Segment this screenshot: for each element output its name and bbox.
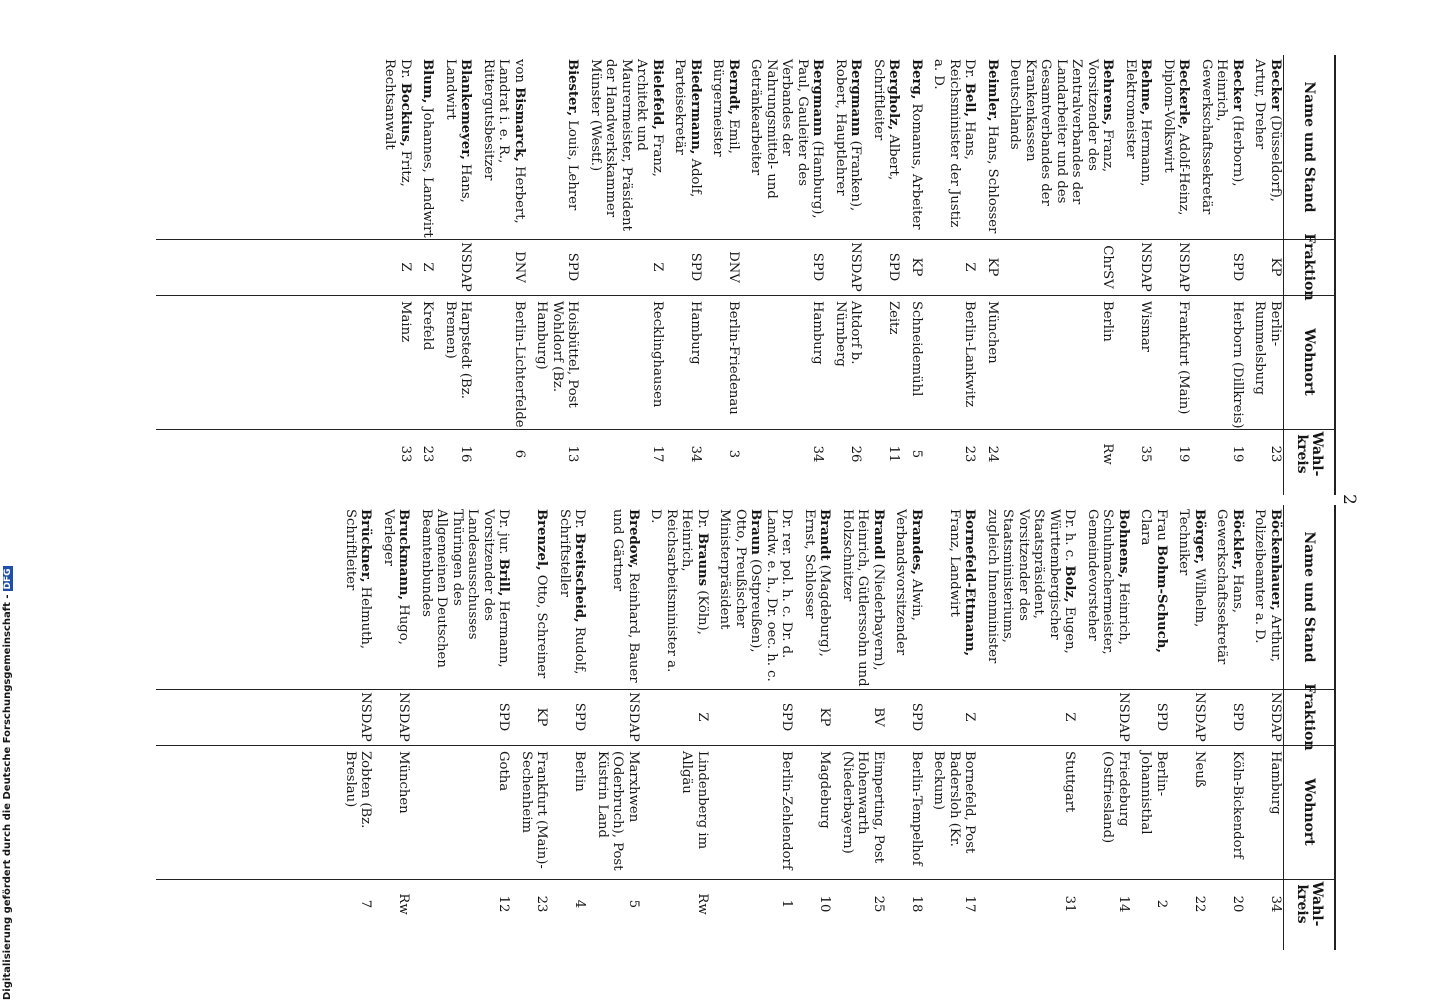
wohnort-cell: Zobten (Bz. Breslau)	[343, 751, 374, 829]
wahlkreis-cell: 35	[1138, 445, 1154, 463]
wahlkreis-cell: 4	[572, 899, 588, 909]
member-surname: Böckler,	[1230, 509, 1245, 571]
member-surname: Böckenhauer,	[1268, 509, 1283, 611]
member-name-cell	[1123, 55, 1154, 239]
header-name: Name und Stand	[1301, 531, 1318, 663]
name-prefix: Frau	[1154, 509, 1169, 546]
member-details: Wilhelm, Techniker	[1176, 509, 1207, 628]
wohnort-cell: Harpstedt (Bz. Bremen)	[443, 301, 474, 399]
fraktion-cell: NSDAP	[848, 242, 864, 292]
table-row	[717, 505, 795, 950]
wahlkreis-cell: 23	[420, 445, 436, 463]
table-row	[748, 55, 826, 495]
member-name-cell	[672, 55, 703, 239]
wahlkreis-cell: 10	[817, 895, 833, 913]
digitization-note	[2, 566, 13, 1000]
wahlkreis-cell: 3	[726, 449, 741, 459]
member-name-cell	[833, 55, 864, 239]
name-prefix: Dr.	[962, 59, 978, 83]
member-surname: Brückner,	[358, 509, 374, 583]
fraktion-cell: SPD	[496, 702, 512, 732]
member-name-cell	[1214, 505, 1245, 689]
wahlkreis-cell: 26	[848, 445, 864, 463]
member-details: Hermann, Vorsitzender des Landesausschusses Thüringen des Allgemeinen Deutschen Beamtenbundes	[419, 509, 512, 668]
member-details: (Köln), Heinrich, Reichsarbeitsminister a. D.	[648, 509, 710, 673]
fraktion-cell: SPD	[779, 702, 795, 732]
wohnort-cell: Bornefeld, Post Badersloh (Kr. Beckum)	[931, 751, 978, 854]
header-name: Name und Stand	[1301, 81, 1318, 213]
wohnort-cell: München	[396, 751, 412, 814]
member-details: Franz, Architekt und Maurermeister, Präsident der Handwerkskammer Münster (Westf.)	[588, 59, 665, 231]
wahlkreis-cell: 18	[909, 895, 924, 913]
member-details: Johannes, Landwirt	[420, 103, 436, 238]
wohnort-cell: Friedeburg (Ostfriesland)	[1100, 751, 1131, 844]
wahlkreis-cell: 19	[1176, 445, 1192, 463]
table-row	[840, 505, 887, 950]
left-table	[156, 55, 1336, 495]
wahlkreis-cell: Rw	[1100, 443, 1116, 465]
table-row	[1176, 505, 1207, 950]
member-surname: Beimler,	[985, 59, 1000, 122]
member-name-cell	[1138, 505, 1169, 689]
name-prefix: Dr.	[695, 509, 710, 533]
wahlkreis-cell: Rw	[695, 893, 710, 915]
member-details: Franz, Vorsitzender des Zentralverbandes der Landarbeiter und des Gesamtverbandes der Krankenkassen Deutschlands	[1007, 59, 1116, 206]
wahlkreis-cell: 11	[886, 445, 902, 463]
table-row	[1199, 55, 1246, 495]
right-table	[156, 505, 1336, 950]
fraktion-cell: Z	[420, 262, 436, 272]
wahlkreis-cell: 33	[398, 445, 413, 463]
table-row	[1214, 505, 1245, 950]
wahlkreis-cell: 22	[1192, 895, 1207, 913]
member-surname: Brenzel,	[534, 509, 550, 571]
member-surname: Börger,	[1192, 509, 1207, 565]
table-row	[871, 55, 902, 495]
wahlkreis-cell: 19	[1230, 445, 1245, 463]
wohnort-cell: Berlin-Lichterfelde	[512, 301, 527, 428]
member-surname: Bismarck,	[512, 87, 527, 162]
member-name-cell	[648, 505, 710, 689]
fraktion-cell: Z	[398, 262, 413, 272]
member-details: (Düsseldorf), Artur, Dreher	[1252, 59, 1283, 202]
fraktion-cell: SPD	[688, 252, 703, 282]
wahlkreis-cell: 7	[358, 899, 374, 909]
fraktion-cell: SPD	[1230, 702, 1245, 732]
header-wahlkreis: Wahl- kreis	[1294, 881, 1325, 927]
name-prefix: von	[512, 59, 527, 88]
fraktion-cell: NSDAP	[1192, 692, 1207, 742]
member-name-cell	[419, 505, 512, 689]
member-name-cell	[534, 505, 550, 689]
wahlkreis-cell: 34	[1268, 895, 1283, 913]
header-fraktion: Fraktion	[1301, 233, 1318, 301]
wahlkreis-cell: 13	[565, 445, 581, 463]
wohnort-cell: Stuttgart	[1062, 751, 1078, 813]
wahlkreis-cell: 34	[688, 445, 703, 463]
member-name-cell	[588, 55, 666, 239]
wohnort-cell: Hamburg	[688, 301, 703, 365]
member-name-cell	[1161, 55, 1192, 239]
right-rows	[336, 505, 1284, 950]
table-row	[802, 505, 833, 950]
table-row	[1085, 505, 1132, 950]
table-row	[931, 505, 978, 950]
fraktion-cell: KP	[985, 257, 1000, 277]
table-row	[443, 55, 474, 495]
name-prefix: Dr.	[398, 59, 413, 83]
fraktion-cell: NSDAP	[458, 242, 474, 292]
fraktion-cell: KP	[534, 707, 550, 727]
wahlkreis-cell: 1	[779, 899, 795, 909]
wahlkreis-cell: 23	[962, 445, 978, 463]
table-row	[519, 505, 550, 950]
member-details: Louis, Lehrer	[565, 116, 581, 211]
fraktion-cell: NSDAP	[1116, 692, 1131, 742]
wahlkreis-cell: 17	[962, 895, 978, 913]
member-surname: Bohm-Schuch,	[1154, 545, 1169, 653]
member-name-cell	[481, 55, 528, 239]
wohnort-cell: Magdeburg	[817, 751, 833, 829]
fraktion-cell: SPD	[886, 252, 902, 282]
member-surname: Biester,	[565, 59, 581, 117]
member-surname: Bredow,	[626, 509, 641, 569]
table-row	[985, 55, 1001, 495]
table-row	[893, 505, 924, 950]
wohnort-cell: Berlin-Johannisthal	[1138, 751, 1169, 835]
wahlkreis-cell: 14	[1116, 895, 1131, 913]
member-surname: Berg,	[909, 59, 924, 100]
member-name-cell	[420, 55, 436, 239]
member-surname: Brandt	[817, 509, 833, 561]
wohnort-cell: Krefeld	[420, 301, 436, 351]
wahlkreis-cell: 2	[1154, 899, 1169, 909]
fraktion-cell: SPD	[565, 252, 581, 282]
member-surname: Biedermann,	[688, 59, 703, 155]
digitization-note-text: Digitalisierung gefördert durch die Deutsche Forschungsgemeinschaft -	[2, 594, 13, 1000]
fraktion-cell: Z	[962, 262, 978, 272]
member-name-cell	[985, 55, 1001, 239]
member-surname: Bruckmann,	[396, 509, 412, 601]
table-row	[588, 55, 666, 495]
wohnort-cell: Schneidemühl	[909, 301, 924, 397]
dfg-logo: DFG	[3, 568, 13, 590]
member-name-cell	[557, 505, 588, 689]
member-name-cell	[1199, 55, 1246, 239]
member-surname: Brill,	[496, 558, 512, 597]
member-surname: Bolz,	[1062, 565, 1078, 603]
member-name-cell	[1085, 505, 1132, 689]
fraktion-cell: KP	[817, 707, 833, 727]
wahlkreis-cell: 20	[1230, 895, 1245, 913]
wohnort-cell: Berlin-Rummelsburg	[1252, 301, 1283, 395]
member-details: Clara	[1138, 509, 1154, 546]
member-name-cell	[1252, 505, 1283, 689]
wohnort-cell: Hoisbüttel, Post Wohldorf (Bz. Hamburg)	[534, 301, 581, 408]
member-details: Reinhard, Bauer und Gärtner	[610, 509, 641, 683]
member-details: Rudolf, Schriftsteller	[557, 509, 588, 675]
member-surname: Breitscheid,	[572, 532, 588, 623]
wohnort-cell: Zeitz	[886, 301, 902, 335]
fraktion-cell: SPD	[1230, 252, 1245, 282]
member-name-cell	[1252, 55, 1283, 239]
member-details: (Niederbayern), Heinrich, Gütlerssohn und Holzschnitzer	[840, 509, 886, 687]
wohnort-cell: Frankfurt (Main)-Sechenheim	[519, 751, 550, 869]
member-details: Hermann, Elektromeister	[1123, 59, 1154, 187]
member-details: Hans, Landwirt	[443, 59, 474, 203]
member-name-cell	[381, 505, 412, 689]
member-details: (Magdeburg), Ernst, Schlosser	[802, 509, 833, 657]
member-name-cell	[343, 505, 374, 689]
member-details: Franz, Landwirt	[947, 509, 962, 617]
member-details: Adolf, Parteisekretär	[672, 59, 703, 198]
wahlkreis-cell: 17	[650, 445, 665, 463]
member-name-cell	[985, 505, 1078, 689]
header-wohnort: Wohnort	[1301, 328, 1318, 396]
wohnort-cell: Berlin	[1100, 301, 1116, 342]
member-name-cell	[840, 505, 887, 689]
member-name-cell	[748, 55, 826, 239]
member-details: Emil, Bürgermeister	[710, 59, 741, 157]
table-row	[419, 505, 512, 950]
table-row	[381, 505, 412, 950]
wahlkreis-cell: 24	[985, 445, 1000, 463]
fraktion-cell: KP	[1268, 257, 1283, 277]
member-details: Alwin, Verbandsvorsitzender	[893, 509, 924, 656]
wohnort-cell: München	[985, 301, 1000, 364]
member-name-cell	[710, 55, 741, 239]
member-details: Albert, Schriftleiter	[871, 59, 902, 181]
member-name-cell	[802, 505, 833, 689]
wahlkreis-cell: 6	[512, 449, 527, 459]
member-surname: Behme,	[1138, 59, 1154, 116]
table-row	[833, 55, 864, 495]
table-row	[595, 505, 642, 950]
wohnort-cell: Lindenberg im Allgäu	[679, 751, 710, 850]
member-name-cell	[909, 55, 925, 239]
member-surname: Bornefeld-Ettmann,	[962, 509, 978, 657]
wohnort-cell: Altdorf b. Nürnberg	[833, 301, 864, 367]
fraktion-cell: Z	[962, 712, 978, 722]
table-row	[985, 505, 1078, 950]
member-name-cell	[565, 55, 581, 239]
table-row	[1252, 55, 1283, 495]
wohnort-cell: Berlin-Lankwitz	[962, 301, 978, 408]
wahlkreis-cell: 34	[810, 445, 826, 463]
member-surname: Becker	[1268, 59, 1283, 112]
member-name-cell	[1007, 55, 1116, 239]
member-details: (Franken), Robert, Hauptlehrer	[833, 59, 864, 212]
member-name-cell	[610, 505, 641, 689]
table-row	[672, 55, 703, 495]
member-name-cell	[893, 505, 924, 689]
wohnort-cell: Köln-Bickendorf	[1230, 751, 1245, 859]
wohnort-cell: Hamburg	[810, 301, 826, 365]
fraktion-cell: SPD	[1154, 702, 1169, 732]
wahlkreis-cell: Rw	[396, 893, 412, 915]
table-row	[1123, 55, 1154, 495]
wohnort-cell: Gotha	[496, 751, 512, 792]
fraktion-cell: NSDAP	[396, 692, 412, 742]
member-details: Fritz, Rechtsanwalt	[382, 59, 413, 187]
wahlkreis-cell: 12	[496, 895, 512, 913]
member-details: Romanus, Arbeiter	[909, 99, 924, 230]
fraktion-cell: Z	[650, 262, 665, 272]
fraktion-cell: SPD	[909, 702, 924, 732]
member-surname: Bockius,	[398, 82, 413, 147]
member-details: (Hamburg), Paul, Gauleiter des Verbandes der Nahrungsmittel- und Getränkearbeiter	[748, 59, 826, 219]
member-details: Eugen, Württembergischer Staatspräsident, Vorsitzender des Staatsministeriums, zugleich Innenminister	[985, 509, 1078, 664]
table-row	[931, 55, 978, 495]
table-row	[343, 505, 374, 950]
member-surname: Brandes,	[909, 509, 924, 575]
wohnort-cell: Berlin-Zehlendorf	[779, 751, 795, 870]
fraktion-cell: SPD	[572, 702, 588, 732]
table-row	[420, 55, 436, 495]
table-row	[382, 55, 413, 495]
member-details: Otto, Schreiner	[534, 570, 550, 679]
member-name-cell	[1176, 505, 1207, 689]
member-surname: Behrens,	[1100, 59, 1116, 126]
member-surname: Bergmann	[810, 59, 826, 137]
member-details: Hugo, Verleger	[381, 509, 412, 645]
table-row	[1161, 55, 1192, 495]
wohnort-cell: Hamburg	[1268, 751, 1283, 815]
wohnort-cell: Berlin-Friedenau	[726, 301, 741, 415]
member-details: (Ostpreußen), Otto, Preußischer Ministerpräsident	[717, 509, 764, 653]
page-number: 2	[1339, 494, 1359, 505]
table-row	[909, 55, 925, 495]
member-details: Heinrich, Schuhmachermeister, Gemeindevorsteher	[1085, 509, 1131, 655]
wahlkreis-cell: 23	[534, 895, 550, 913]
table-row	[648, 505, 710, 950]
member-name-cell	[947, 505, 978, 689]
wohnort-cell: Wismar	[1138, 301, 1154, 352]
fraktion-cell: DNV	[726, 251, 741, 283]
member-name-cell	[443, 55, 474, 239]
fraktion-cell: BV	[871, 707, 886, 727]
table-row	[557, 505, 588, 950]
member-surname: Brandl	[871, 509, 886, 560]
header-wohnort: Wohnort	[1301, 778, 1318, 846]
member-details: Hans, Gewerkschaftssekretär	[1214, 509, 1245, 665]
wohnort-cell: Eimperting, Post Hohenwarth (Niederbayern)	[840, 751, 886, 864]
fraktion-cell: NSDAP	[626, 692, 641, 742]
member-surname: Bergmann	[848, 59, 864, 137]
fraktion-cell: KP	[909, 257, 924, 277]
wahlkreis-cell: 5	[909, 449, 924, 459]
table-row	[481, 55, 528, 495]
table-row	[1138, 505, 1169, 950]
member-surname: Braun	[748, 509, 764, 555]
fraktion-cell: NSDAP	[1138, 242, 1154, 292]
member-details: Hans, Reichsminister der Justiz a. D.	[931, 59, 978, 228]
name-prefix: Dr.	[572, 509, 588, 533]
wohnort-cell: Berlin	[572, 751, 588, 792]
member-surname: Bergholz,	[886, 59, 902, 131]
member-details: Arthur, Polizeibeamter a. D.	[1252, 509, 1283, 663]
member-surname: Blankemeyer,	[458, 59, 474, 160]
header-wahlkreis: Wahl- kreis	[1294, 431, 1325, 477]
left-rows	[375, 55, 1283, 495]
fraktion-cell: SPD	[810, 252, 826, 282]
wahlkreis-cell: 23	[1268, 445, 1283, 463]
member-details: Herbert, Landrat i. e. R., Rittergutsbesitzer	[481, 59, 527, 224]
member-surname: Bielefeld,	[650, 59, 665, 130]
member-surname: Beckerle,	[1176, 59, 1192, 130]
header-fraktion: Fraktion	[1301, 683, 1318, 751]
name-prefix: Dr. rer. pol. h. c. Dr. d. Landw. e. h., Dr. oec. h. c.	[764, 509, 795, 682]
wahlkreis-cell: 25	[871, 895, 886, 913]
member-surname: Becker	[1230, 59, 1245, 112]
fraktion-cell: Z	[695, 712, 710, 722]
table-row	[534, 55, 581, 495]
member-details: Adolf-Heinz, Diplom-Volkswirt	[1161, 59, 1192, 216]
fraktion-cell: NSDAP	[1268, 692, 1283, 742]
wohnort-cell: Berlin-Tempelhof	[909, 751, 924, 866]
member-name-cell	[931, 55, 978, 239]
wohnort-cell: Frankfurt (Main)	[1176, 301, 1192, 415]
fraktion-cell: DNV	[512, 251, 527, 283]
wohnort-cell: Herborn (Dillkreis)	[1230, 301, 1245, 429]
member-surname: Bell,	[962, 82, 978, 117]
member-details: Helmuth, Schriftleiter	[343, 509, 374, 650]
table-row	[1007, 55, 1116, 495]
name-prefix: Dr. jur.	[496, 509, 512, 559]
member-name-cell	[382, 55, 413, 239]
fraktion-cell: ChrSV	[1100, 245, 1116, 289]
member-surname: Brauns	[695, 532, 710, 587]
member-surname: Bohnens,	[1116, 509, 1131, 579]
fraktion-cell: Z	[1062, 712, 1078, 722]
wohnort-cell: Recklinghausen	[650, 301, 665, 408]
fraktion-cell: NSDAP	[358, 692, 374, 742]
table-header	[1283, 505, 1336, 950]
member-surname: Blum,	[420, 59, 436, 104]
member-surname: Berndt,	[726, 59, 741, 115]
wohnort-cell: Neuß	[1192, 751, 1207, 788]
member-details: Hans, Schlosser	[985, 121, 1000, 234]
table-row	[710, 55, 741, 495]
member-name-cell	[871, 55, 902, 239]
table-row	[1252, 505, 1283, 950]
name-prefix: Dr. h. c.	[1062, 509, 1078, 566]
wahlkreis-cell: 31	[1062, 895, 1078, 913]
member-name-cell	[717, 505, 795, 689]
fraktion-cell: NSDAP	[1176, 242, 1192, 292]
wahlkreis-cell: 16	[458, 445, 474, 463]
member-details: (Herborn), Heinrich, Gewerkschaftssekretär	[1199, 59, 1245, 215]
wahlkreis-cell: 5	[626, 899, 641, 909]
wohnort-cell: Mainz	[398, 301, 413, 343]
wohnort-cell: Marxhwen (Oderbruch), Post Küstrin Land	[595, 751, 641, 871]
